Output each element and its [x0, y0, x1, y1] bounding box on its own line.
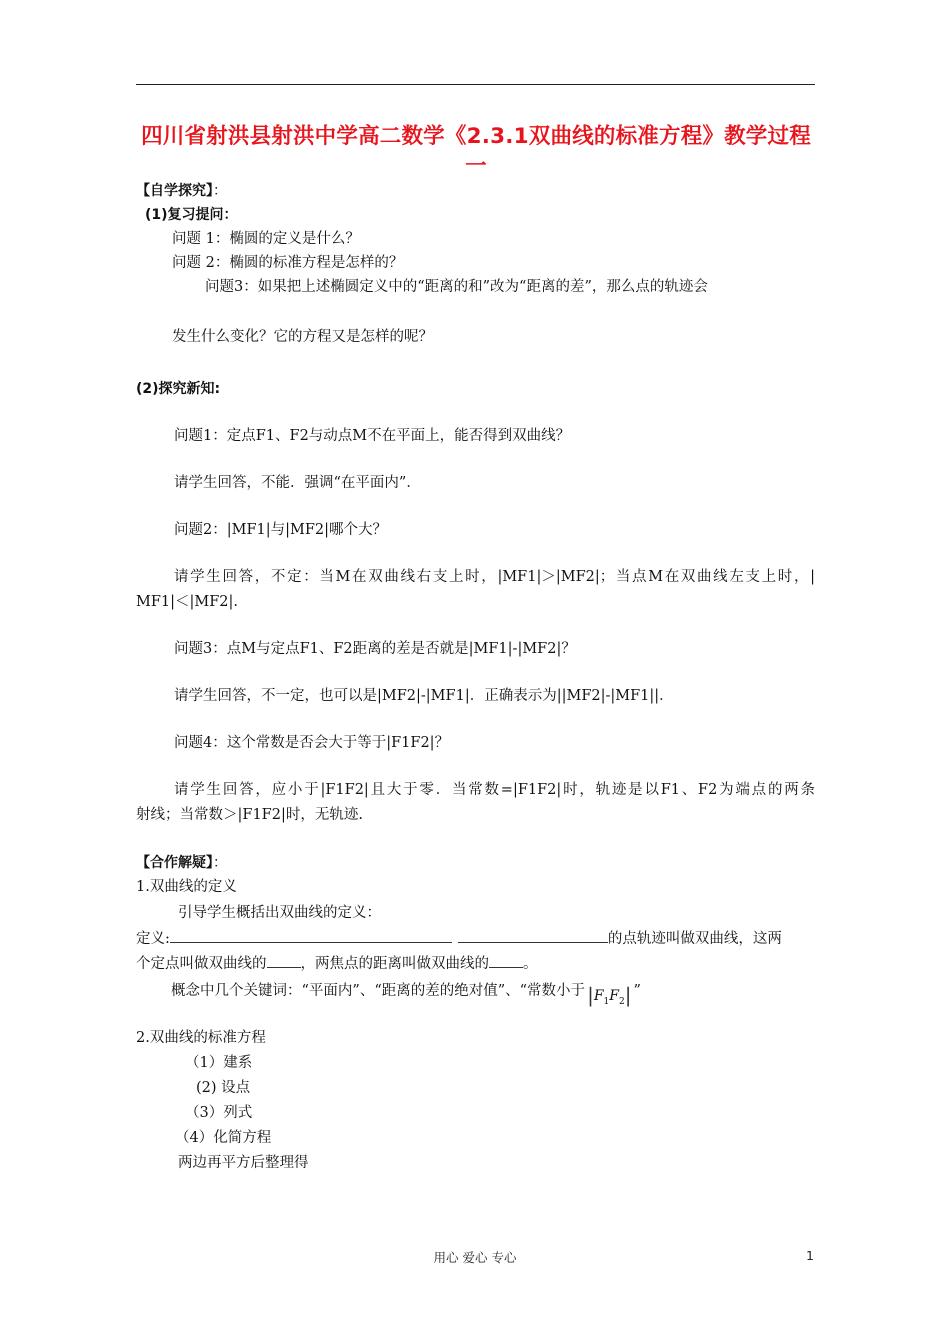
explore-question-4: 问题4：这个常数是否会大于等于|F1F2|？: [174, 735, 450, 751]
definition-blank-1: [170, 928, 452, 943]
section-heading-self-study: [136, 181, 227, 201]
item-standard-equation-heading: 2.双曲线的标准方程: [136, 1030, 266, 1046]
explore-question-3: 问题3：点M与定点F1、F2距离的差是否就是|MF1|-|MF2|？: [174, 641, 576, 657]
keywords-end-quote: ”: [633, 983, 641, 999]
section-heading-cooperate: [136, 853, 227, 873]
step-1-coordinate: （1）建系: [185, 1055, 253, 1071]
guide-text: 引导学生概括出双曲线的定义：: [178, 905, 381, 921]
explore-answer-2-line2: MF1|＜|MF2|.: [136, 594, 239, 610]
page-number: 1: [806, 1248, 814, 1263]
step-5-square: 两边再平方后整理得: [178, 1155, 309, 1171]
foci-blank: [267, 953, 301, 968]
step-4-simplify: （4）化简方程: [175, 1130, 272, 1146]
subheading-review: (1)复习提问：: [145, 207, 238, 223]
section-heading-colon: ：: [213, 183, 227, 199]
review-question-1: 问题 1：椭圆的定义是什么？: [172, 231, 360, 247]
keywords-line: [171, 981, 641, 1012]
explore-answer-4-line2: 射线；当常数＞|F1F2|时，无轨迹.: [136, 807, 363, 823]
explore-answer-2-line1: 请学生回答，不定：当M在双曲线右支上时，|MF1|＞|MF2|；当点M在双曲线左支上时，|: [174, 569, 815, 585]
item-definition-heading: 1.双曲线的定义: [136, 879, 237, 895]
step-2-set-point: (2) 设点: [196, 1080, 251, 1096]
subheading-explore: (2)探究新知:: [136, 381, 221, 397]
section-heading-colon: ：: [213, 855, 227, 871]
header-rule: [136, 84, 815, 85]
definition-blank-2: [458, 928, 608, 943]
definition-line1: [136, 928, 782, 949]
page-footer: 用心 爱心 专心: [433, 1250, 517, 1265]
document-title: 四川省射洪县射洪中学高二数学《2.3.1双曲线的标准方程》教学过程一: [141, 124, 811, 179]
definition-text-c: 。: [523, 956, 538, 972]
review-question-3-line2: 发生什么变化？它的方程又是怎样的呢？: [172, 329, 433, 345]
definition-text-a: 个定点叫做双曲线的: [136, 956, 267, 972]
review-question-3-line1: 问题3：如果把上述椭圆定义中的“距离的和”改为“距离的差”，那么点的轨迹会: [205, 279, 708, 295]
section-heading-text: 【合作解疑】: [136, 855, 213, 871]
step-3-equation: （3）列式: [185, 1105, 253, 1121]
explore-question-1: 问题1：定点F1、F2与动点M不在平面上，能否得到双曲线？: [174, 428, 571, 444]
definition-tail: 的点轨迹叫做双曲线，这两: [607, 931, 782, 947]
definition-text-b: ，两焦点的距离叫做双曲线的: [300, 956, 489, 972]
explore-question-2: 问题2：|MF1|与|MF2|哪个大？: [174, 522, 388, 538]
definition-line2: [136, 953, 538, 974]
explore-answer-1: 请学生回答，不能．强调“在平面内”．: [174, 475, 421, 491]
review-question-2: 问题 2：椭圆的标准方程是怎样的？: [172, 255, 404, 271]
section-heading-text: 【自学探究】: [136, 183, 213, 199]
f1f2-abs-formula: $|F_1F_2|$: [587, 983, 632, 1007]
focal-distance-blank: [489, 953, 523, 968]
explore-answer-4-line1: 请学生回答，应小于|F1F2|且大于零．当常数=|F1F2|时，轨迹是以F1、F2为端点的两条: [174, 782, 815, 798]
keywords-text: 概念中几个关键词：“平面内”、“距离的差的绝对值”、“常数小于: [171, 983, 586, 999]
definition-label: 定义:: [136, 931, 170, 947]
explore-answer-3: 请学生回答，不一定，也可以是|MF2|-|MF1|．正确表示为||MF2|-|MF1||．: [174, 688, 674, 704]
